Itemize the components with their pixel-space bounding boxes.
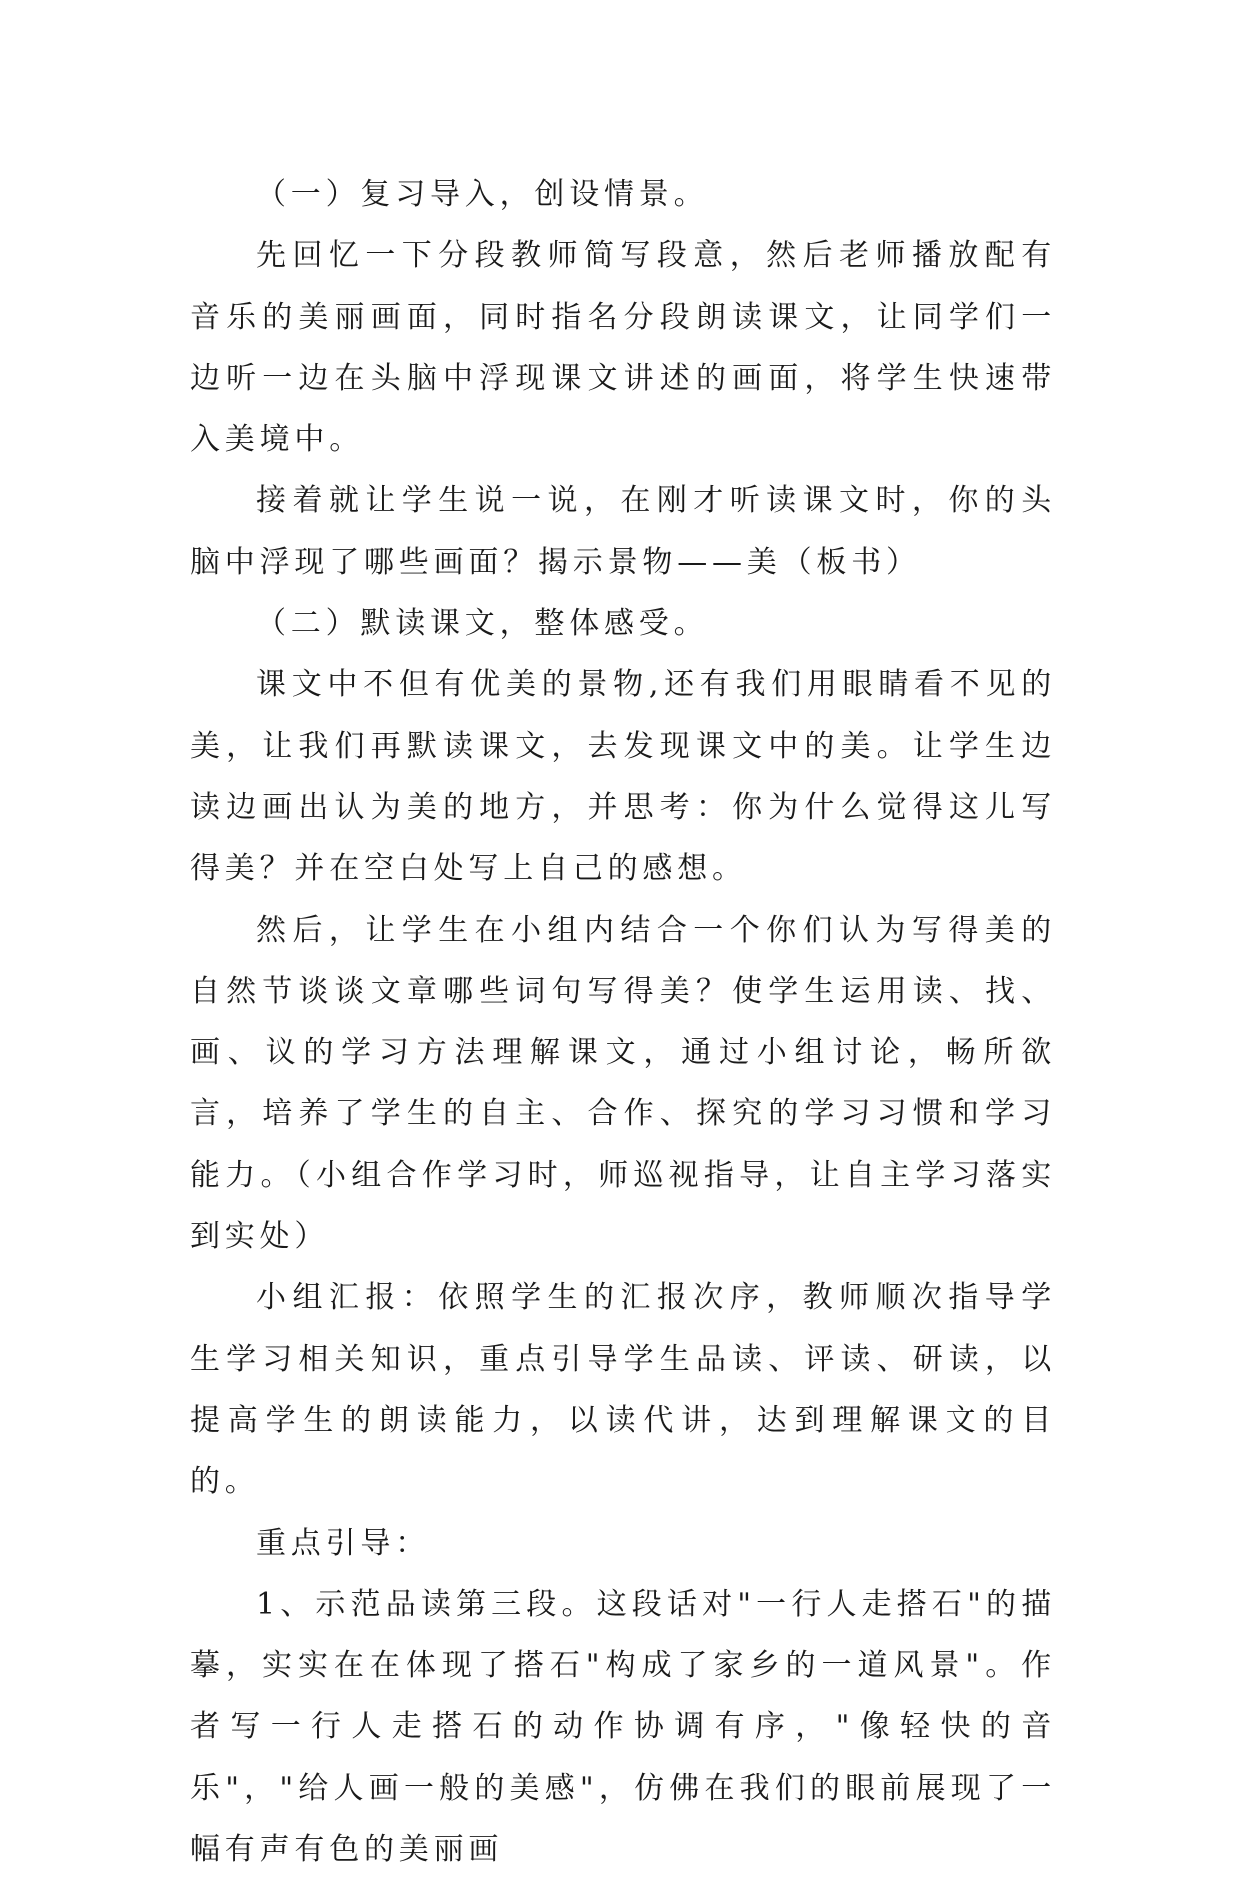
paragraph-guidance-item-1: 1、示范品读第三段。这段话对"一行人走搭石"的描摹，实实在在体现了搭石"构成了家乡的一道风景"。作者写一行人走搭石的动作协调有序，"像轻快的音乐"，"给人画一般的美感"，仿佛在我们的眼前展现了一幅有声有色的美丽画 [190,1586,1056,1868]
paragraph-group-work: 然后，让学生在小组内结合一个你们认为写得美的自然节谈谈文章哪些词句写得美？使学生运用读、找、画、议的学习方法理解课文，通过小组讨论，畅所欲言，培养了学生的自主、合作、探究的学习习惯和学习能力。（小组合作学习时，师巡视指导，让自主学习落实到实处） [190,912,1056,1255]
paragraph-review-intro-heading: （一）复习导入，创设情景。 [256,177,709,212]
paragraph-silent-reading-heading: （二）默读课文，整体感受。 [256,606,709,642]
paragraph-discussion: 接着就让学生说一说，在刚才听读课文时，你的头脑中浮现了哪些画面？揭示景物——美（板书） [190,483,1056,580]
body-text [190,164,1056,1880]
paragraph-find-beauty: 课文中不但有优美的景物,还有我们用眼睛看不见的美，让我们再默读课文，去发现课文中的美。让学生边读边画出认为美的地方，并思考：你为什么觉得这儿写得美？并在空白处写上自己的感想。 [190,667,1056,887]
paragraph-group-report: 小组汇报：依照学生的汇报次序，教师顺次指导学生学习相关知识，重点引导学生品读、评读、研读，以提高学生的朗读能力，以读代讲，达到理解课文的目的。 [190,1280,1056,1500]
paragraph-recall: 先回忆一下分段教师简写段意，然后老师播放配有音乐的美丽画面，同时指名分段朗读课文，让同学们一边听一边在头脑中浮现课文讲述的画面，将学生快速带入美境中。 [190,238,1056,458]
paragraph-key-guidance-heading: 重点引导： [256,1525,430,1561]
